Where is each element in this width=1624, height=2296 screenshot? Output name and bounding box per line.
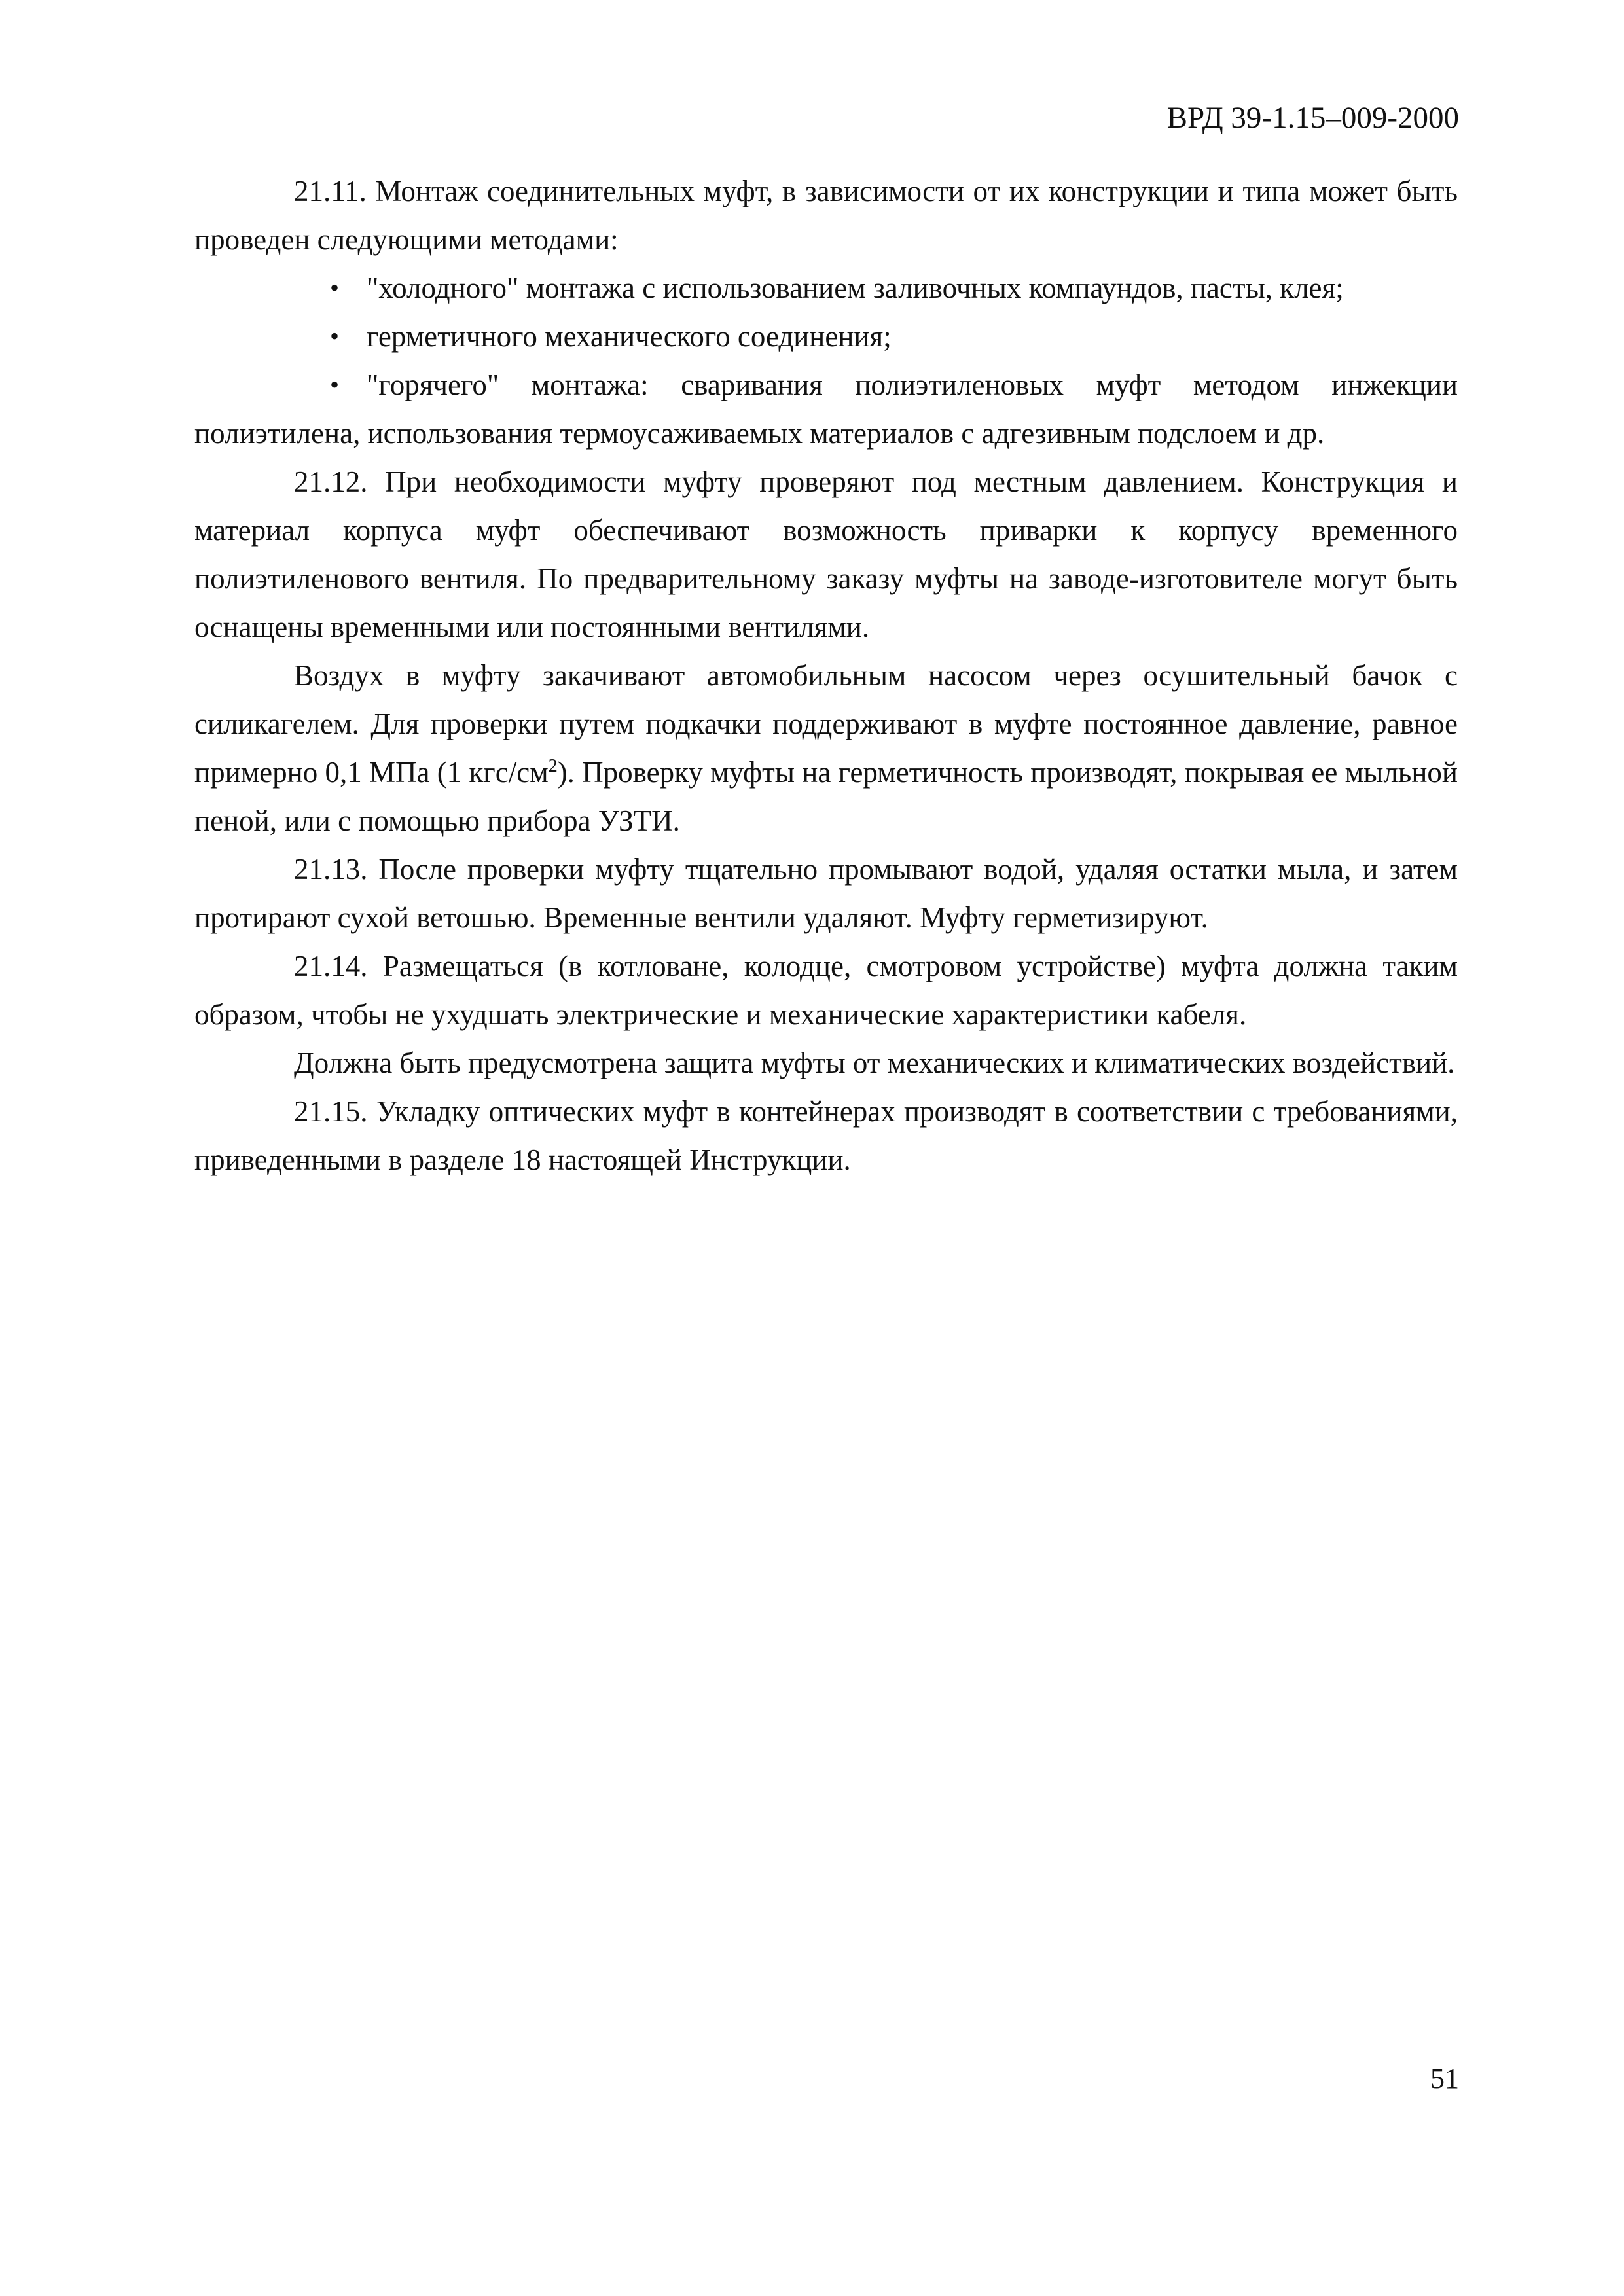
paragraph-21-12: 21.12. При необходимости муфту проверяют под местным давлением. Конструкция и материал корпуса муфт обеспечивают возможность приварки к корпусу временного полиэтиленового вентиля. По предварительному заказу муфты на заводе-изготовителе могут быть оснащены временными или постоянными вентилями. bbox=[194, 465, 1458, 643]
bullet-icon: • bbox=[330, 273, 340, 302]
document-body bbox=[194, 167, 1458, 1184]
paragraph-21-14-protection: Должна быть предусмотрена защита муфты от механических и климатических воздействий. bbox=[294, 1047, 1455, 1079]
page-number: 51 bbox=[1430, 2062, 1459, 2094]
paragraph-21-14: 21.14. Размещаться (в котловане, колодце, смотровом устройстве) муфта должна таким образом, чтобы не ухудшать электрические и механические характеристики кабеля. bbox=[194, 950, 1458, 1031]
paragraph-21-12-air-pressure bbox=[194, 651, 1458, 845]
list-item bbox=[194, 312, 1458, 361]
bullet-icon: • bbox=[330, 321, 340, 351]
bullet-text-hot-mounting: "горячего" монтажа: сваривания полиэтиленовых муфт методом инжекции полиэтилена, использования термоусаживаемых материалов с адгезивным подслоем и др. bbox=[194, 368, 1458, 450]
bullet-text-cold-mounting: "холодного" монтажа с использованием заливочных компаундов, пасты, клея; bbox=[367, 272, 1344, 304]
methods-bullet-list bbox=[194, 264, 1458, 457]
bullet-text-mechanical-joint: герметичного механического соединения; bbox=[367, 320, 892, 353]
paragraph-21-13: 21.13. После проверки муфту тщательно промывают водой, удаляя остатки мыла, и затем протирают сухой ветошью. Временные вентили удаляют. Муфту герметизируют. bbox=[194, 853, 1458, 934]
list-item bbox=[194, 361, 1458, 457]
paragraph-21-11-intro: 21.11. Монтаж соединительных муфт, в зависимости от их конструкции и типа может быть проведен следующими методами: bbox=[194, 175, 1458, 256]
paragraph-21-15: 21.15. Укладку оптических муфт в контейнерах производят в соответствии с требованиями, приведенными в разделе 18 настоящей Инструкции. bbox=[194, 1095, 1458, 1176]
list-item bbox=[194, 264, 1458, 312]
pressure-text-start: Воздух в муфту закачивают автомобильным насосом через осушительный бачок с силикагелем. Для проверки путем подкачки поддерживают в муфте постоянное давление, равное примерно 0,1 МПа (1 кгс/см bbox=[194, 659, 1458, 789]
document-code-header: ВРД 39-1.15–009-2000 bbox=[1166, 101, 1459, 135]
superscript-2: 2 bbox=[548, 756, 558, 776]
pressure-text-end: ). Проверку муфты на герметичность производят, покрывая ее мыльной пеной, или с помощью прибора УЗТИ. bbox=[194, 756, 1458, 837]
bullet-icon: • bbox=[330, 370, 340, 399]
